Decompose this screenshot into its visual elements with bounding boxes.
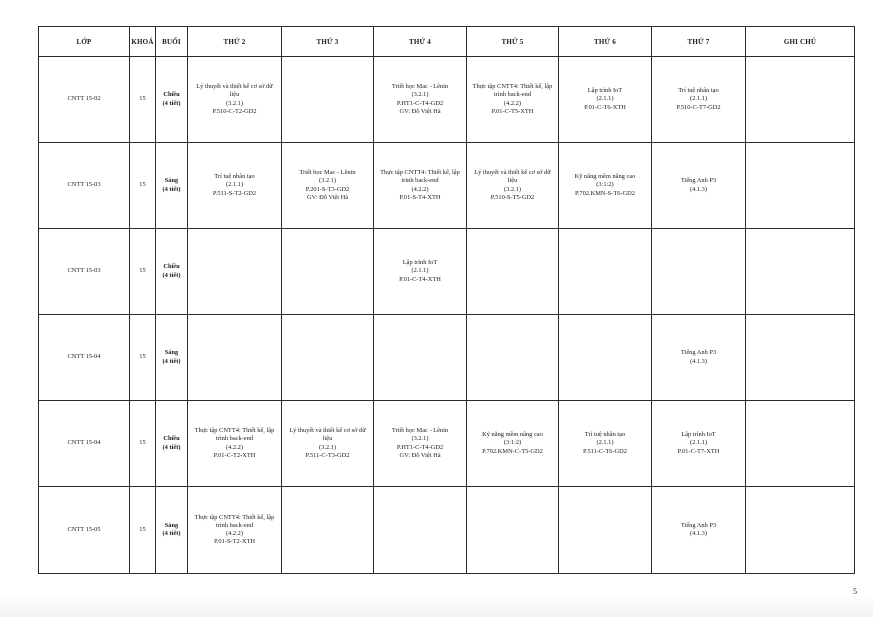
course-line: P.HT1-C-T4-GD2 (396, 443, 444, 451)
course-line: Thực tập CNTT4: Thiết kế, lập (380, 169, 460, 177)
table-row (39, 229, 855, 315)
day-cell-thu-2 (188, 487, 282, 574)
course-line: liệu (322, 435, 333, 443)
day-cell-thu-6 (559, 315, 652, 401)
course-line: P.702.KMN-C-T5-GD2 (482, 447, 543, 455)
note-cell (746, 57, 855, 143)
course-line: (4.1.3) (689, 530, 708, 537)
day-cell-thu-7 (652, 57, 746, 143)
course-line: (3.2.1) (225, 99, 244, 107)
course-line: (2.1.1) (225, 181, 244, 189)
course-line: P.HT1-C-T4-GD2 (396, 99, 444, 107)
class-cell: CNTT 15-03 (39, 143, 130, 229)
session-line: Sáng (164, 177, 179, 185)
session-cell (156, 315, 188, 401)
day-cell-thu-4 (374, 315, 467, 401)
timetable (38, 26, 855, 574)
header-row (39, 27, 855, 57)
day-cell-thu-5 (467, 315, 559, 401)
course-line: Thực tập CNTT4: Thiết kế, lập (194, 427, 275, 435)
session-cell (156, 487, 188, 574)
day-cell-thu-4 (374, 57, 467, 143)
day-cell-thu-3 (282, 315, 374, 401)
day-cell-thu-5 (467, 229, 559, 315)
course-line: liệu (507, 177, 518, 185)
class-cell: CNTT 15-04 (39, 315, 130, 401)
table-row (39, 401, 855, 487)
day-cell-thu-6 (559, 229, 652, 315)
table-row (39, 143, 855, 229)
course-line: Lý thuyết và thiết kế cơ sở dữ (196, 83, 273, 91)
day-cell-thu-3 (282, 143, 374, 229)
session-cell (156, 57, 188, 143)
course-line: P.511-S-T2-GD2 (212, 189, 257, 197)
page-number: 5 (853, 587, 857, 596)
note-cell (746, 229, 855, 315)
day-cell-thu-3 (282, 229, 374, 315)
course-line: (4.1.3) (689, 185, 708, 193)
day-cell-thu-3 (282, 57, 374, 143)
course-line: Lập trình IoT (681, 431, 716, 439)
course-line: Thực tập CNTT4: Thiết kế, lập (194, 513, 275, 521)
course-line: Triết học Mac - Lênin (299, 169, 356, 177)
session-line: Chiều (163, 91, 180, 99)
day-cell-thu-7 (652, 143, 746, 229)
session-line: (4 tiết) (162, 185, 181, 193)
header-thu-7: THỨ 7 (652, 27, 746, 57)
course-line: Kỹ năng mềm nâng cao (574, 173, 636, 181)
day-cell-thu-4 (374, 487, 467, 574)
day-cell-thu-6 (559, 57, 652, 143)
course-line: P.510-S-T5-GD2 (490, 193, 535, 201)
course-line: P.201-S-T3-GD2 (305, 185, 350, 193)
day-cell-thu-7 (652, 229, 746, 315)
course-line: GV: Đỗ Việt Hà (399, 451, 441, 459)
day-cell-thu-6 (559, 401, 652, 487)
table-row (39, 487, 855, 574)
day-cell-thu-7 (652, 315, 746, 401)
course-line: P.01-C-T4-XTH (399, 275, 441, 283)
course-line: (3.2.1) (318, 177, 337, 185)
day-cell-thu-2 (188, 401, 282, 487)
course-line: Lý thuyết và thiết kế cơ sở dữ (474, 169, 551, 177)
session-line: Chiều (163, 263, 180, 271)
table-row (39, 315, 855, 401)
course-line: GV: Đỗ Việt Hà (399, 107, 441, 115)
course-line: P.01-C-T7-XTH (677, 447, 720, 455)
course-line: (2.1.1) (596, 439, 614, 447)
course-line: (3.2.1) (411, 435, 429, 443)
course-line: (3.2.1) (411, 91, 429, 99)
course-line: (4.2.2) (503, 99, 522, 107)
header-thu-3: THỨ 3 (282, 27, 374, 57)
day-cell-thu-7 (652, 487, 746, 574)
session-line: Chiều (163, 435, 180, 443)
session-line: Sáng (164, 521, 179, 529)
course-line: P.01-C-T2-XTH (213, 451, 256, 459)
session-line: (4 tiết) (162, 357, 181, 365)
page-bottom-edge (0, 596, 873, 617)
course-line: Lập trình IoT (587, 87, 623, 95)
course-line: trình back-end (401, 177, 439, 185)
cohort-cell: 15 (130, 57, 156, 143)
course-line: trình back-end (215, 435, 254, 443)
course-line: P.01-C-T6-XTH (584, 103, 626, 111)
timetable-body (39, 57, 855, 574)
course-line: (3.2.1) (318, 443, 337, 451)
course-line: (3:1:2) (596, 181, 614, 189)
day-cell-thu-6 (559, 487, 652, 574)
course-line: Thực tập CNTT4: Thiết kế, lập (472, 83, 553, 91)
day-cell-thu-5 (467, 401, 559, 487)
cohort-cell: 15 (130, 487, 156, 574)
course-line: P.510-C-T2-GD2 (212, 107, 257, 115)
note-cell (746, 401, 855, 487)
course-line: P.702.KMN-S-T6-GD2 (574, 189, 635, 197)
course-line: (3:1:2) (503, 439, 522, 447)
day-cell-thu-3 (282, 401, 374, 487)
course-line: P.01-S-T2-XTH (213, 538, 255, 546)
course-line: (2.1.1) (596, 95, 614, 103)
header-khoa: KHOÁ (130, 27, 156, 57)
course-line: trình back-end (215, 521, 254, 529)
course-line: liệu (229, 91, 240, 99)
cohort-cell: 15 (130, 143, 156, 229)
course-line: (4.2.2) (411, 185, 429, 193)
course-line: GV: Đỗ Việt Hà (306, 193, 349, 201)
header-thu-2: THỨ 2 (188, 27, 282, 57)
day-cell-thu-4 (374, 401, 467, 487)
note-cell (746, 315, 855, 401)
table-row (39, 57, 855, 143)
cohort-cell: 15 (130, 315, 156, 401)
session-line: (4 tiết) (162, 99, 181, 107)
header-thu-6: THỨ 6 (559, 27, 652, 57)
day-cell-thu-4 (374, 143, 467, 229)
note-cell (746, 487, 855, 574)
session-cell (156, 229, 188, 315)
session-line: (4 tiết) (162, 271, 181, 279)
course-line: P.01-S-T4-XTH (399, 193, 441, 201)
class-cell: CNTT 15-05 (39, 487, 130, 574)
day-cell-thu-2 (188, 315, 282, 401)
header-thu-5: THỨ 5 (467, 27, 559, 57)
cohort-cell: 15 (130, 401, 156, 487)
class-cell: CNTT 15-03 (39, 229, 130, 315)
day-cell-thu-5 (467, 143, 559, 229)
course-line: (2.1.1) (411, 267, 429, 275)
course-line: (3.2.1) (503, 185, 522, 193)
note-cell (746, 143, 855, 229)
header-buoi: BUỔI (156, 27, 188, 57)
header-ghi-chu: GHI CHÚ (746, 27, 855, 57)
day-cell-thu-2 (188, 143, 282, 229)
session-line: (4 tiết) (162, 530, 181, 537)
cohort-cell: 15 (130, 229, 156, 315)
course-line: (2.1.1) (689, 95, 708, 103)
day-cell-thu-2 (188, 229, 282, 315)
course-line: P.511-C-T6-GD2 (583, 447, 627, 455)
course-line: Lập trình IoT (402, 259, 438, 267)
day-cell-thu-5 (467, 487, 559, 574)
day-cell-thu-5 (467, 57, 559, 143)
course-line: Triết học Mac - Lênin (391, 83, 449, 91)
course-line: Trí tuệ nhân tạo (214, 173, 255, 181)
header-lop: LỚP (39, 27, 130, 57)
course-line: Triết học Mac - Lênin (391, 427, 449, 435)
course-line: Tiếng Anh P3 (680, 349, 717, 357)
header-thu-4: THỨ 4 (374, 27, 467, 57)
day-cell-thu-3 (282, 487, 374, 574)
course-line: Tiếng Anh P3 (680, 521, 717, 529)
session-line: (4 tiết) (162, 443, 181, 451)
course-line: (4.2.2) (225, 530, 244, 537)
course-line: (4.2.2) (225, 443, 244, 451)
course-line: P.511-C-T3-GD2 (305, 451, 350, 459)
day-cell-thu-4 (374, 229, 467, 315)
course-line: trình back-end (493, 91, 532, 99)
course-line: (4.1.3) (689, 357, 708, 365)
course-line: Kỹ năng mềm nâng cao (482, 431, 543, 439)
session-cell (156, 143, 188, 229)
session-cell (156, 401, 188, 487)
course-line: Tiếng Anh P3 (680, 177, 717, 185)
course-line: Trí tuệ nhân tạo (678, 87, 719, 95)
course-line: P.01-C-T5-XTH (491, 107, 534, 115)
course-line: (2.1.1) (689, 439, 708, 447)
class-cell: CNTT 15-04 (39, 401, 130, 487)
course-line: Lý thuyết và thiết kế cơ sở dữ (289, 427, 366, 435)
day-cell-thu-7 (652, 401, 746, 487)
course-line: Trí tuệ nhân tạo (584, 431, 626, 439)
class-cell: CNTT 15-02 (39, 57, 130, 143)
day-cell-thu-2 (188, 57, 282, 143)
course-line: P.510-C-T7-GD2 (676, 103, 721, 111)
day-cell-thu-6 (559, 143, 652, 229)
session-line: Sáng (164, 349, 179, 357)
